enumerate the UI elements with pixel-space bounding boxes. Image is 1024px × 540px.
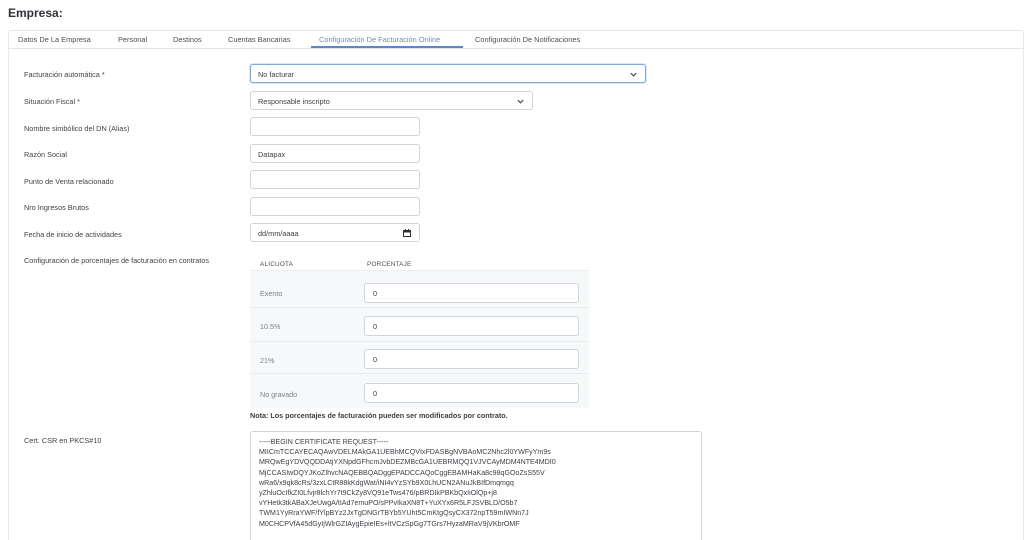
ingresos-brutos-input[interactable] xyxy=(250,197,420,216)
cert-line: vYHetk3tkABaXJeUwgA/tIAd7emuPO/sPPvIkaXN8T+YuXYx6R5LFJSVBLD/O5b7 xyxy=(259,499,518,508)
porcentaje-no-gravado-input[interactable]: 0 xyxy=(364,383,579,403)
fecha-inicio-value: dd/mm/aaaa xyxy=(258,229,299,238)
razon-social-input[interactable]: Datapax xyxy=(250,144,420,163)
fecha-inicio-label: Fecha de inicio de actividades xyxy=(24,230,122,239)
cert-line: -----BEGIN CERTIFICATE REQUEST----- xyxy=(259,438,389,446)
fecha-inicio-input[interactable] xyxy=(250,223,420,242)
active-tab-indicator xyxy=(311,46,463,48)
cert-csr-textarea[interactable] xyxy=(250,431,702,540)
alias-input[interactable] xyxy=(250,117,420,136)
cert-line: M0CHCPVfA45dGyIjWlrGZIAygEpieIEs+ltVCzSpGg7TGrs7HyzaMRaV9jVKbrOMF xyxy=(259,519,520,528)
punto-venta-label: Punto de Venta relacionado xyxy=(24,177,114,186)
alicuota-header: ALICUOTA xyxy=(260,261,294,268)
calendar-icon[interactable] xyxy=(403,229,411,237)
porcentaje-exento-input[interactable]: 0 xyxy=(364,283,579,303)
razon-social-label: Razón Social xyxy=(24,150,67,159)
cert-line: wRa6/x9qk8cRs/3zxLCtR88kKdgWat/iNI4vYzSYb9X0LhUCN2ANuJkBIfDmqmgq xyxy=(259,478,514,487)
table-row-divider xyxy=(250,341,589,342)
table-row-divider xyxy=(250,307,589,308)
table-row-divider xyxy=(250,373,589,374)
cert-csr-label: Cert. CSR en PKCS#10 xyxy=(24,436,102,445)
facturacion-automatica-select[interactable] xyxy=(250,64,646,83)
porcentajes-note: Nota: Los porcentajes de facturación pueden ser modificados por contrato. xyxy=(250,411,508,420)
tab-configuracion-facturacion-online[interactable]: Configuración De Facturación Online xyxy=(319,35,441,44)
alicuota-21-label: 21% xyxy=(260,356,275,365)
cert-line: MIICmTCCAYECAQAwVDELMAkGA1UEBhMCQVIxFDASBgNVBAoMC2Nhc2l0YWFyYm9s xyxy=(259,448,551,457)
cert-line: TWM1YyRraYWF/fYlpBYz2JxTgDNGrTBYb5YUht5CmKtgQsyCX372npT59mIWNn7J xyxy=(259,509,529,518)
chevron-down-icon xyxy=(516,97,525,106)
tab-bar xyxy=(8,30,1024,49)
situacion-fiscal-label: Situación Fiscal * xyxy=(24,97,80,106)
page-title: Empresa: xyxy=(8,6,63,20)
cert-line: MjCCASIwDQYJKoZIhvcNAQEBBQADggEPADCCAQoCggEBAMHaKa8c98qGOoZsS55V xyxy=(259,468,545,477)
tab-datos-empresa[interactable]: Datos De La Empresa xyxy=(18,35,91,44)
tab-personal[interactable]: Personal xyxy=(118,35,148,44)
tab-configuracion-notificaciones[interactable]: Configuración De Notificaciones xyxy=(475,35,581,44)
ingresos-brutos-label: Nro Ingresos Brutos xyxy=(24,203,89,212)
situacion-fiscal-value: Responsable inscripto xyxy=(258,97,330,106)
tab-cuentas-bancarias[interactable]: Cuentas Bancarias xyxy=(228,35,291,44)
tab-destinos[interactable]: Destinos xyxy=(173,35,202,44)
alicuota-exento-label: Exento xyxy=(260,289,283,298)
punto-venta-input[interactable] xyxy=(250,170,420,189)
porcentaje-header: PORCENTAJE xyxy=(367,261,412,268)
cert-line: MRQwEgYDVQQDDAtjYXNpdGFhcmJvbDEZMBcGA1UEBRMQQ1VJVCAyMDM4NTE4MDI0 xyxy=(259,458,556,467)
situacion-fiscal-select[interactable] xyxy=(250,91,533,110)
alicuota-10-5-label: 10.5% xyxy=(260,322,281,331)
porcentaje-10-5-input[interactable]: 0 xyxy=(364,316,579,336)
facturacion-automatica-value: No facturar xyxy=(258,70,295,79)
porcentaje-21-input[interactable]: 0 xyxy=(364,349,579,369)
cert-line: yZhluOcIfkZI0Lfvjr8lchYr7t9CkZy8VQ91eTws476/pBRDIkPBKbQxIiOlQp+j8 xyxy=(259,489,497,498)
chevron-down-icon xyxy=(629,70,638,79)
porcentajes-label: Configuración de porcentajes de facturación en contratos xyxy=(24,256,209,265)
facturacion-automatica-label: Facturación automática * xyxy=(24,70,105,79)
alias-label: Nombre simbólico del DN (Alias) xyxy=(24,124,130,133)
alicuota-no-gravado-label: No gravado xyxy=(260,390,298,399)
